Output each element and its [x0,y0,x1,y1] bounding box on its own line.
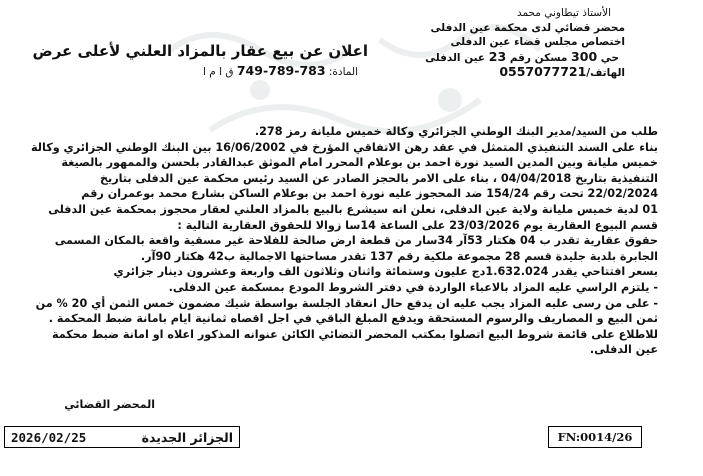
body-line: خميس مليانة وبين المدين السيد نورة احمد بن بوعلام المحرر امام الموثق عبدالقادر بلحسن والممهور بالصيغة [61,156,658,170]
notice-body [22,124,658,358]
bailiff-name: الأستاذ تيطاوني محمد [516,7,611,19]
body-line: للاطلاع على قائمة شروط البيع اتصلوا بمكتب المحضر التضائي الكائن عنوانه المذكور اعلاه او امانة ضبط محكمة [51,327,658,341]
body-line: حقوق عقارية تقدر ب 04 هكتار 53آر 34سار من قطعة ارض صالحة للفلاحة غير مسقية واقعة بالمكان المسمى [54,234,658,248]
body-line: عين الدفلى. [589,343,658,357]
signature-line: المحضر القضائي [64,398,155,411]
bailiff-jurisdiction: اختصاص مجلس قضاء عين الدفلى [450,36,625,48]
body-line: الجابرة بلدية جليدة قسم 28 مجموعة ملكية رقم 137 تقدر مساحتها الاجمالية ب42 هكتار 90آر. [140,249,658,263]
body-line: 22/02/2024 تحت رقم 154/24 ضد المحجوز عليه نورة احمد بن بوعلام الساكن بشارع محمد بوعمران رقم [81,187,658,201]
body-line: طلب من السيد/مدير البنك الوطني الجزائري وكالة خميس مليانة رمز 278. [254,125,658,138]
body-line: 01 لدية خميس مليانة ولاية عين الدفلى، نعلن انه سيشرع بالبيع بالمزاد العلني لعقار محجوز بمحكمة عين الدفلى [48,202,658,216]
body-line: قسم البيوع العقارية يوم 23/03/2026 على الساعة 14سا زوالا للحقوق العقارية التالية : [177,218,658,232]
file-number: FN:0014/26 [557,430,633,444]
bailiff-address: حي 300 مسكن رقم 23 عين الدفلى [425,48,619,64]
body-line: بسعر افتتاحي يقدر 1.632.024دج عليون وستمائة واثنان وثلاثون الف واربعة وعشرون دينار جزائري [113,265,658,279]
body-line: التنفيذية بتاريخ 04/04/2018 ، بناء على الامر بالحجز الصادر عن السيد رئيس محكمة عين الدفلى بتاريخ [99,171,658,185]
body-line: - على من رسى عليه المزاد يجب عليه ان يدفع حال انعقاد الجلسة بواسطة شيك مضمون خمس الثمن أي 20 % من [35,296,658,310]
newspaper-name: الجزائر الجديدة [141,429,233,445]
bailiff-title: محضر قضائي لدى محكمة عين الدفلى [430,21,625,34]
bailiff-phone: الهاتف/0557077721 [499,64,625,79]
body-line: - يلتزم الراسي عليه المزاد بالاعباء الواردة في دفتر الشروط المودع بمسكمة عين الدفلى. [168,280,658,294]
legal-article-reference: المادة: 783-789-749 ق ا م ا [203,63,358,78]
notice-headline: اعلان عن بيع عقار بالمزاد العلني لأعلى عرض [32,42,368,60]
body-line: ثمن البيع و المصاريف والرسوم المستحقة ويدفع المبلغ الباقي في اجل اقصاه ثمانية ايام بامانة ضبط المحكمة . [48,312,658,326]
body-line: بناء على السند التنفيذي المتمثل في عقد رهن الاتفاقي المؤرخ في 16/06/2002 بين البنك الوطني الجزائري وكالة [31,140,658,154]
publication-stamp [4,426,240,448]
publication-date: 2026/02/25 [11,429,87,445]
file-number-box [548,426,642,448]
